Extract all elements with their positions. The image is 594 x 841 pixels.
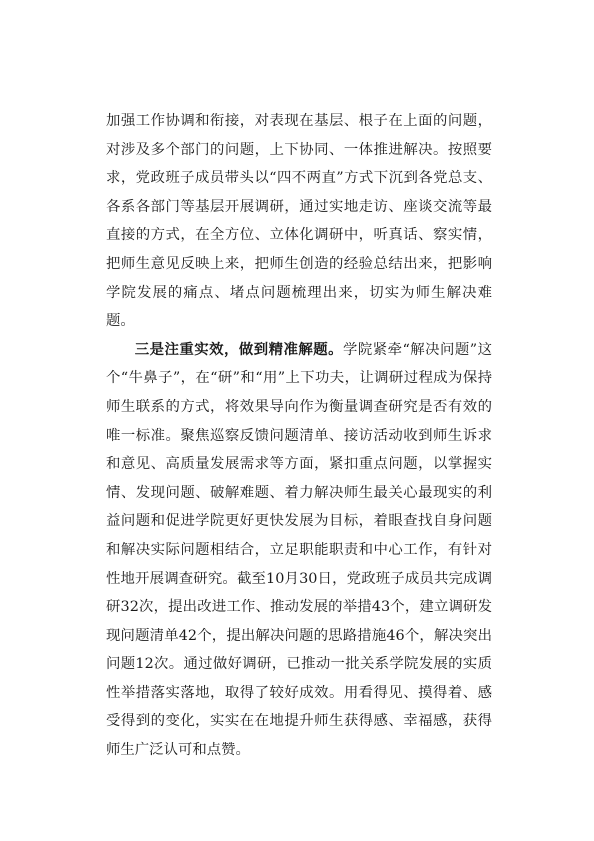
paragraph-continuation: 加强工作协调和衔接，对表现在基层、根子在上面的问题，对涉及多个部门的问题，上下协同、一体推进解决。按照要求，党政班子成员带头以“四不两直”方式下沉到各党总支、各系各部门等基层开展调研，通过实地走访、座谈交流等最直接的方式，在全方位、立体化调研中，听真话、察实情，把师生意见反映上来，把师生创造的经验总结出来，把影响学院发展的痛点、堵点问题梳理出来，切实为师生解决难题。 <box>106 113 492 330</box>
body-text <box>106 107 492 765</box>
section-heading-lead: 三是注重实效，做到精准解题。 <box>134 340 343 358</box>
paragraph-body: 学院紧牵“解决问题”这个“牛鼻子”，在“研”和“用”上下功夫，让调研过程成为保持师生联系的方式，将效果导向作为衡量调查研究是否有效的唯一标准。聚焦巡察反馈问题清单、接访活动收到师生诉求和意见、高质量发展需求等方面，紧扣重点问题，以掌握实情、发现问题、破解难题、着力解决师生最关心最现实的利益问题和促进学院更好更快发展为目标，着眼查找自身问题和解决实际问题相结合，立足职能职责和中心工作，有针对性地开展调查研究。截至10月30日，党政班子成员共完成调研32次，提出改进工作、推动发展的举措43个，建立调研发现问题清单42个，提出解决问题的思路措施46个，解决突出问题12次。通过做好调研，已推动一批关系学院发展的实质性举措落实落地，取得了较好成效。用看得见、摸得着、感受得到的变化，实实在在地提升师生获得感、幸福感，获得师生广泛认可和点赞。 <box>106 341 492 759</box>
paragraph-section-three <box>106 336 492 765</box>
